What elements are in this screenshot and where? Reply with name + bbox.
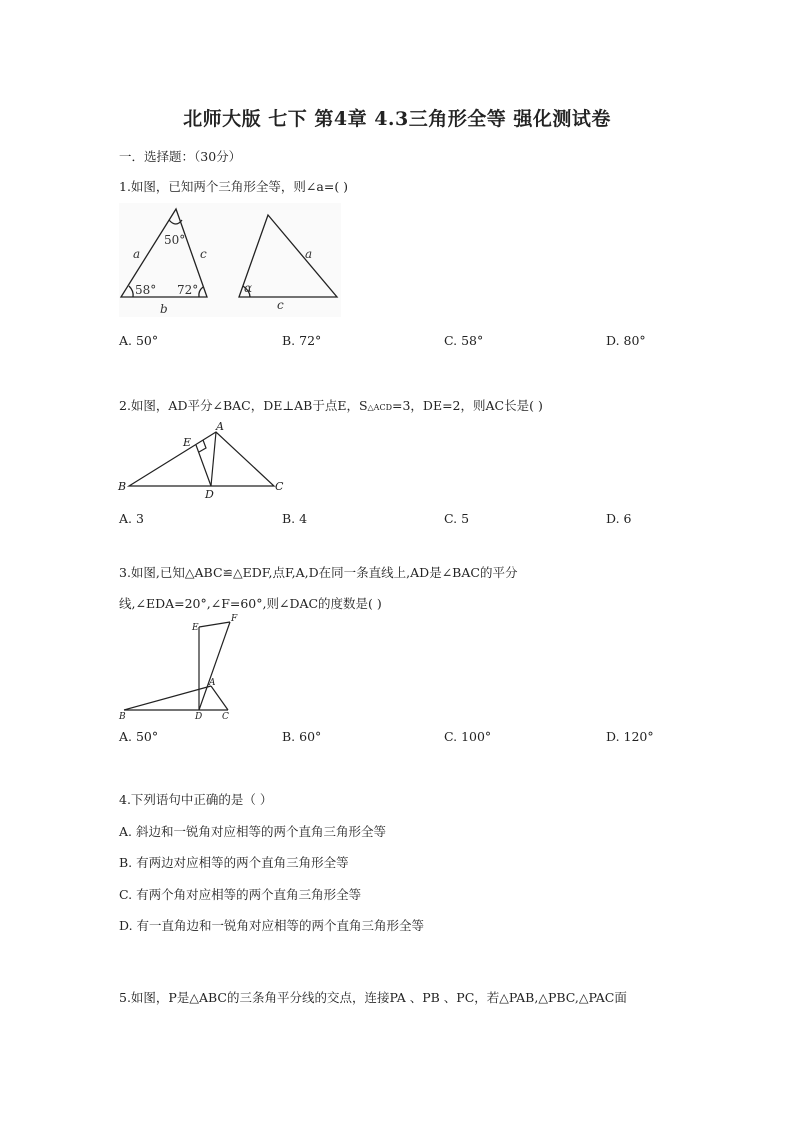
question-2-stem: 2.如图，AD平分∠BAC，DE⊥AB于点E，S△ACD=3，DE=2，则AC长是( ) — [119, 398, 543, 413]
segment-ac — [211, 686, 228, 710]
question-1-stem: 1.如图，已知两个三角形全等，则∠a=( ) — [119, 179, 349, 194]
label-b: B — [118, 480, 127, 493]
page-title: 北师大版 七下 第4章 4.3三角形全等 强化测试卷 — [183, 108, 611, 130]
q3-option-a: A. 50° — [119, 729, 159, 744]
question-2-figure — [116, 420, 292, 500]
angle-72-label: 72° — [177, 283, 199, 297]
question-4-stem: 4.下列语句中正确的是（ ） — [119, 792, 273, 807]
question-3-stem-line-2: 线,∠EDA=20°,∠F=60°,则∠DAC的度数是( ) — [119, 596, 382, 611]
q2-option-b: B. 4 — [282, 511, 308, 526]
label-e: E — [192, 623, 199, 633]
question-3-figure — [116, 612, 246, 724]
label-f: F — [231, 614, 238, 624]
label-a: A — [209, 678, 216, 688]
side-b-label: b — [160, 302, 168, 316]
segment-ef — [199, 622, 230, 627]
right-side-c-label: c — [277, 298, 284, 312]
q2-option-d: D. 6 — [606, 511, 632, 526]
q1-option-c: C. 58° — [444, 333, 484, 348]
q1-option-b: B. 72° — [282, 333, 322, 348]
label-a: A — [216, 420, 224, 433]
q2-option-a: A. 3 — [119, 511, 144, 526]
question-3-stem-line-1: 3.如图,已知△ABC≌△EDF,点F,A,D在同一条直线上,AD是∠BAC的平分 — [119, 565, 518, 580]
label-e: E — [183, 436, 192, 449]
alpha-label: α — [244, 281, 253, 295]
label-c: C — [275, 480, 284, 493]
label-d: D — [205, 488, 214, 500]
right-side-a-label: a — [305, 247, 313, 261]
q4-option-a: A. 斜边和一锐角对应相等的两个直角三角形全等 — [119, 824, 386, 839]
question-1-figure — [119, 203, 341, 317]
q4-option-d: D. 有一直角边和一锐角对应相等的两个直角三角形全等 — [119, 918, 425, 933]
label-c: C — [222, 712, 229, 722]
q3-option-d: D. 120° — [606, 729, 654, 744]
q4-option-b: B. 有两边对应相等的两个直角三角形全等 — [119, 855, 349, 870]
segment-fd — [199, 622, 230, 710]
q2-option-c: C. 5 — [444, 511, 470, 526]
side-c-label: c — [200, 247, 207, 261]
angle-50-label: 50° — [164, 233, 186, 247]
q3-option-b: B. 60° — [282, 729, 322, 744]
side-a-label: a — [133, 247, 141, 261]
section-heading: 一．选择题：（30分） — [119, 149, 242, 164]
question-5-stem: 5.如图，P是△ABC的三条角平分线的交点，连接PA 、PB 、PC，若△PAB,△PBC,△PAC面 — [119, 990, 627, 1005]
segment-ba — [124, 686, 211, 710]
q1-option-d: D. 80° — [606, 333, 646, 348]
q4-option-c: C. 有两个角对应相等的两个直角三角形全等 — [119, 887, 362, 902]
q3-option-c: C. 100° — [444, 729, 492, 744]
segment-ad — [211, 432, 216, 486]
angle-58-label: 58° — [135, 283, 157, 297]
segment-de — [196, 445, 211, 486]
label-b: B — [119, 712, 126, 722]
label-d: D — [195, 712, 203, 722]
q1-option-a: A. 50° — [119, 333, 159, 348]
